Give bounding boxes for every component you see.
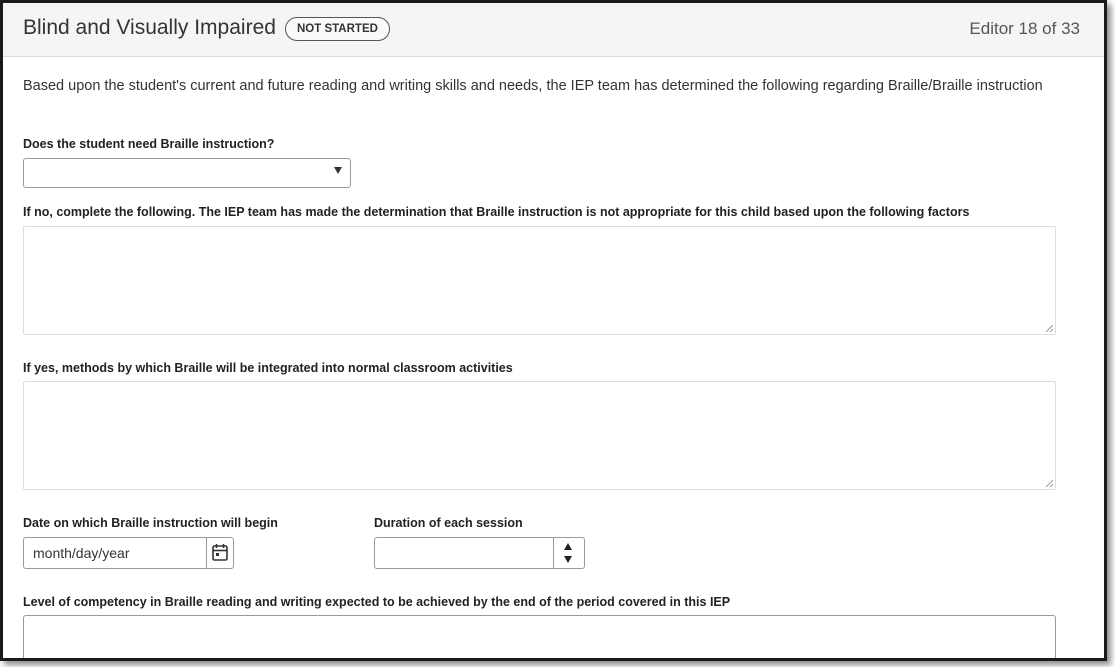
resize-grip-icon[interactable] <box>1045 324 1053 332</box>
stepper-up-icon[interactable] <box>564 543 572 550</box>
caret-down-icon <box>334 167 342 174</box>
intro-text: Based upon the student's current and future reading and writing skills and needs, the IEP team has determined the following regarding Braille/Braille instruction <box>23 78 1043 94</box>
if-no-textarea[interactable] <box>23 226 1056 335</box>
stepper-down-icon[interactable] <box>564 556 572 563</box>
if-yes-label: If yes, methods by which Braille will be integrated into normal classroom activities <box>23 361 513 375</box>
editor-count: Editor 18 of 33 <box>969 19 1080 38</box>
duration-input[interactable] <box>374 537 585 569</box>
editor-header <box>3 3 1104 57</box>
start-date-placeholder: month/day/year <box>33 545 130 561</box>
duration-label: Duration of each session <box>374 516 523 530</box>
page-title: Blind and Visually Impaired <box>23 16 276 39</box>
if-no-label: If no, complete the following. The IEP team has made the determination that Braille instruction is not appropriate for this child based upon the following factors <box>23 205 970 219</box>
braille-need-select[interactable] <box>23 158 351 188</box>
calendar-icon <box>207 538 233 568</box>
duration-stepper[interactable] <box>553 538 584 568</box>
if-yes-textarea[interactable] <box>23 381 1056 490</box>
competency-textarea[interactable] <box>23 615 1056 661</box>
resize-grip-icon[interactable] <box>1045 479 1053 487</box>
start-date-input[interactable] <box>23 537 234 569</box>
status-badge: NOT STARTED <box>285 17 390 41</box>
calendar-button[interactable] <box>206 538 233 568</box>
braille-need-label: Does the student need Braille instruction? <box>23 137 275 151</box>
competency-label: Level of competency in Braille reading and writing expected to be achieved by the end of the period covered in this IEP <box>23 595 731 609</box>
start-date-label: Date on which Braille instruction will begin <box>23 516 278 530</box>
